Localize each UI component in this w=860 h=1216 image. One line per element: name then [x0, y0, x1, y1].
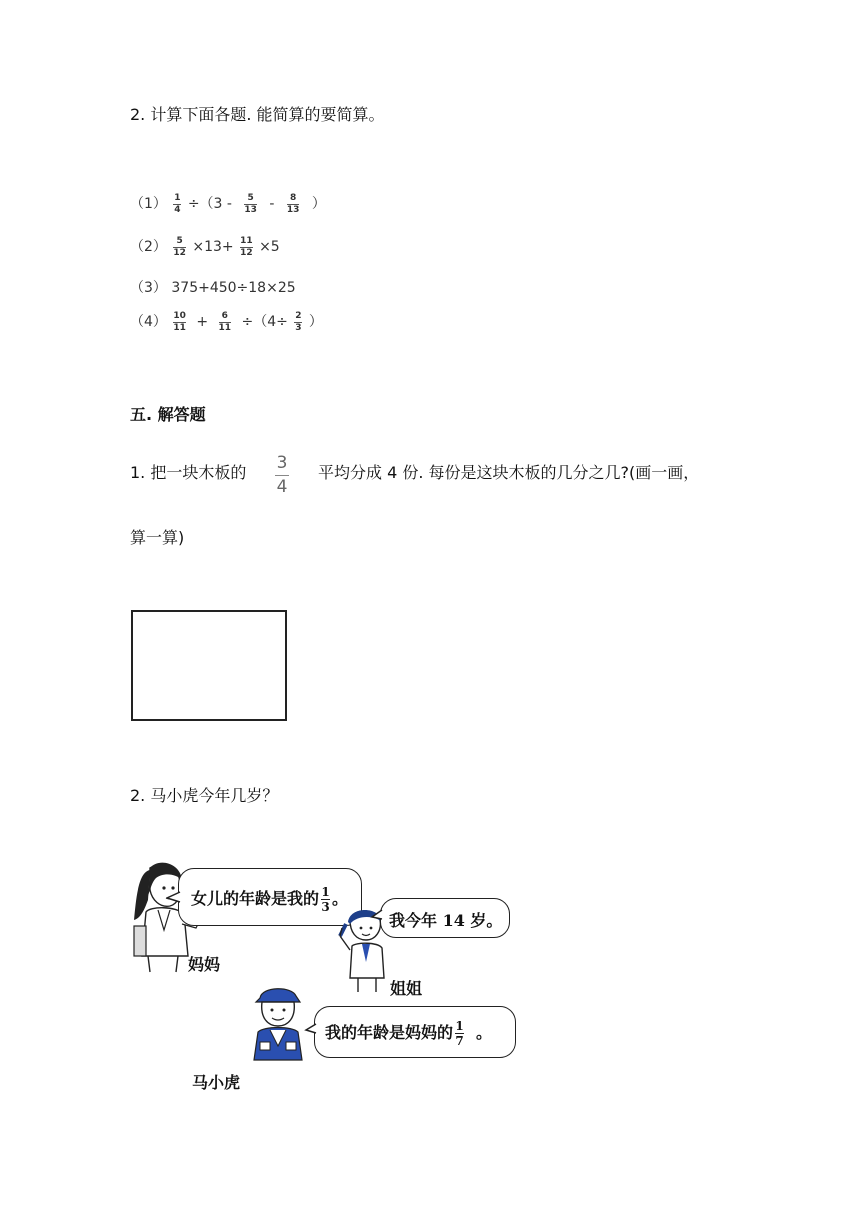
- bubble-tail-icon: [370, 908, 384, 922]
- q1-prefix: 1. 把一块木板的: [130, 463, 247, 482]
- problem-2: （2） $\frac{5}{12}$ ×13+ $\frac{11}{12}$ ×5: [130, 235, 280, 258]
- fraction: $\frac{8}{13}$: [286, 192, 300, 215]
- sister-speech-bubble: 我今年 14 岁。: [380, 898, 510, 938]
- fraction: $\frac{1}{4}$: [174, 192, 181, 215]
- name-mom: 妈妈: [188, 955, 221, 974]
- problem-3-expr: 375+450÷18×25: [171, 280, 296, 296]
- q2-title: 2. 马小虎今年几岁？: [130, 786, 279, 805]
- fraction: $\frac{5}{12}$: [173, 235, 186, 258]
- bubble-tail-icon: [304, 1022, 318, 1036]
- fraction: $\frac{2}{3}$: [295, 310, 302, 333]
- fraction: $\frac{11}{12}$: [240, 235, 253, 258]
- fraction: $\frac{1}{3}$: [321, 885, 330, 914]
- q1-fraction: 3 4: [276, 453, 288, 497]
- q2-calc-title: 2. 计算下面各题. 能简算的要简算。: [130, 105, 385, 124]
- name-ma-xiaohu: 马小虎: [192, 1073, 241, 1092]
- fraction: $\frac{5}{13}$: [244, 192, 257, 215]
- mother-speech-bubble: 女儿的年龄是我的 $\frac{1}{3}$ 。: [178, 868, 362, 926]
- problem-4: （4） $\frac{10}{11}$ + $\frac{6}{11}$ ÷（4÷ $\frac{2}{3}$ ）: [130, 310, 323, 333]
- q1-suffix: 平均分成 4 份. 每份是这块木板的几分之几?(画一画，: [318, 463, 700, 482]
- problem-1-label: （1）: [130, 196, 167, 212]
- problem-3-label: （3）: [130, 280, 167, 296]
- problem-4-label: （4）: [130, 314, 167, 330]
- q1-line2: 算一算): [130, 528, 185, 547]
- problem-1: （1） $\frac{1}{4}$ ÷（3 - $\frac{5}{13}$ - $\frac{8}{13}$ ）: [130, 192, 326, 215]
- problem-3: [130, 277, 296, 297]
- ma-xiaohu-speech-bubble: 我的年龄是妈妈的 $\frac{1}{7}$ 。: [314, 1006, 516, 1058]
- fraction: $\frac{1}{7}$: [455, 1019, 464, 1048]
- wooden-board-rectangle: [131, 610, 287, 721]
- age-word-problem-illustration: [128, 860, 548, 1100]
- fraction: $\frac{6}{11}$: [218, 310, 232, 333]
- bubble-tail-icon: [166, 890, 182, 904]
- name-sister: 姐姐: [390, 979, 423, 998]
- section-5-heading: 五. 解答题: [130, 405, 206, 424]
- problem-2-label: （2）: [130, 239, 167, 255]
- fraction: $\frac{10}{11}$: [173, 310, 186, 333]
